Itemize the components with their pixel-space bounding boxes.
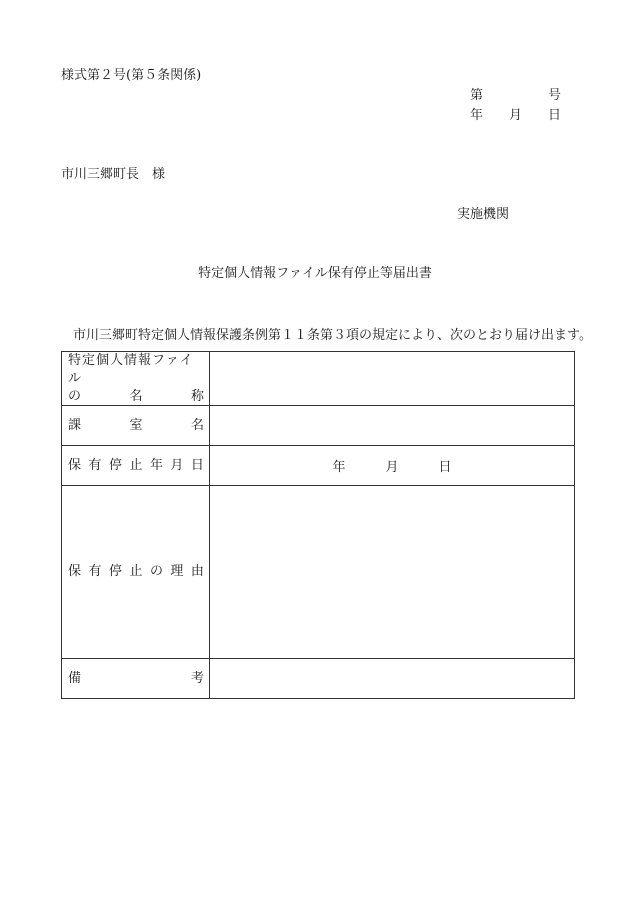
addressee: 市川三郷町長 様 bbox=[61, 167, 166, 182]
submitter-label: 実施機関 bbox=[457, 207, 510, 222]
label-file-name-line2: の 名 称 bbox=[68, 389, 204, 404]
document-title: 特定個人情報ファイル保有停止等届出書 bbox=[198, 266, 432, 281]
table-row-remarks bbox=[62, 659, 575, 699]
value-remarks[interactable] bbox=[210, 659, 575, 699]
stop-date-day: 日 bbox=[438, 460, 452, 475]
table-row-reason bbox=[62, 486, 575, 659]
header-date-day: 日 bbox=[548, 108, 562, 123]
form-table bbox=[61, 351, 575, 699]
header-date-month: 月 bbox=[509, 108, 523, 123]
label-section: 課 室 名 bbox=[62, 406, 210, 446]
value-file-name[interactable] bbox=[210, 352, 575, 406]
label-reason: 保 有 停 止 の 理 由 bbox=[62, 486, 210, 659]
form-number: 様式第２号(第５条関係) bbox=[61, 68, 202, 83]
label-file-name bbox=[62, 352, 210, 406]
table-row-file-name bbox=[62, 352, 575, 406]
label-file-name-line1: 特定個人情報ファイル bbox=[68, 353, 194, 386]
stop-date-year: 年 bbox=[332, 460, 346, 475]
document-number-prefix: 第 bbox=[470, 88, 484, 103]
lead-text: 市川三郷町特定個人情報保護条例第１１条第３項の規定により、次のとおり届け出ます。 bbox=[73, 328, 592, 343]
stop-date-month: 月 bbox=[385, 460, 399, 475]
table-row-section bbox=[62, 406, 575, 446]
document-number-suffix: 号 bbox=[548, 88, 562, 103]
label-remarks: 備 考 bbox=[62, 659, 210, 699]
header-date-year: 年 bbox=[470, 108, 484, 123]
value-reason[interactable] bbox=[210, 486, 575, 659]
table-row-stop-date bbox=[62, 446, 575, 486]
value-stop-date[interactable] bbox=[210, 446, 575, 486]
label-stop-date: 保 有 停 止 年 月 日 bbox=[62, 446, 210, 486]
value-section[interactable] bbox=[210, 406, 575, 446]
